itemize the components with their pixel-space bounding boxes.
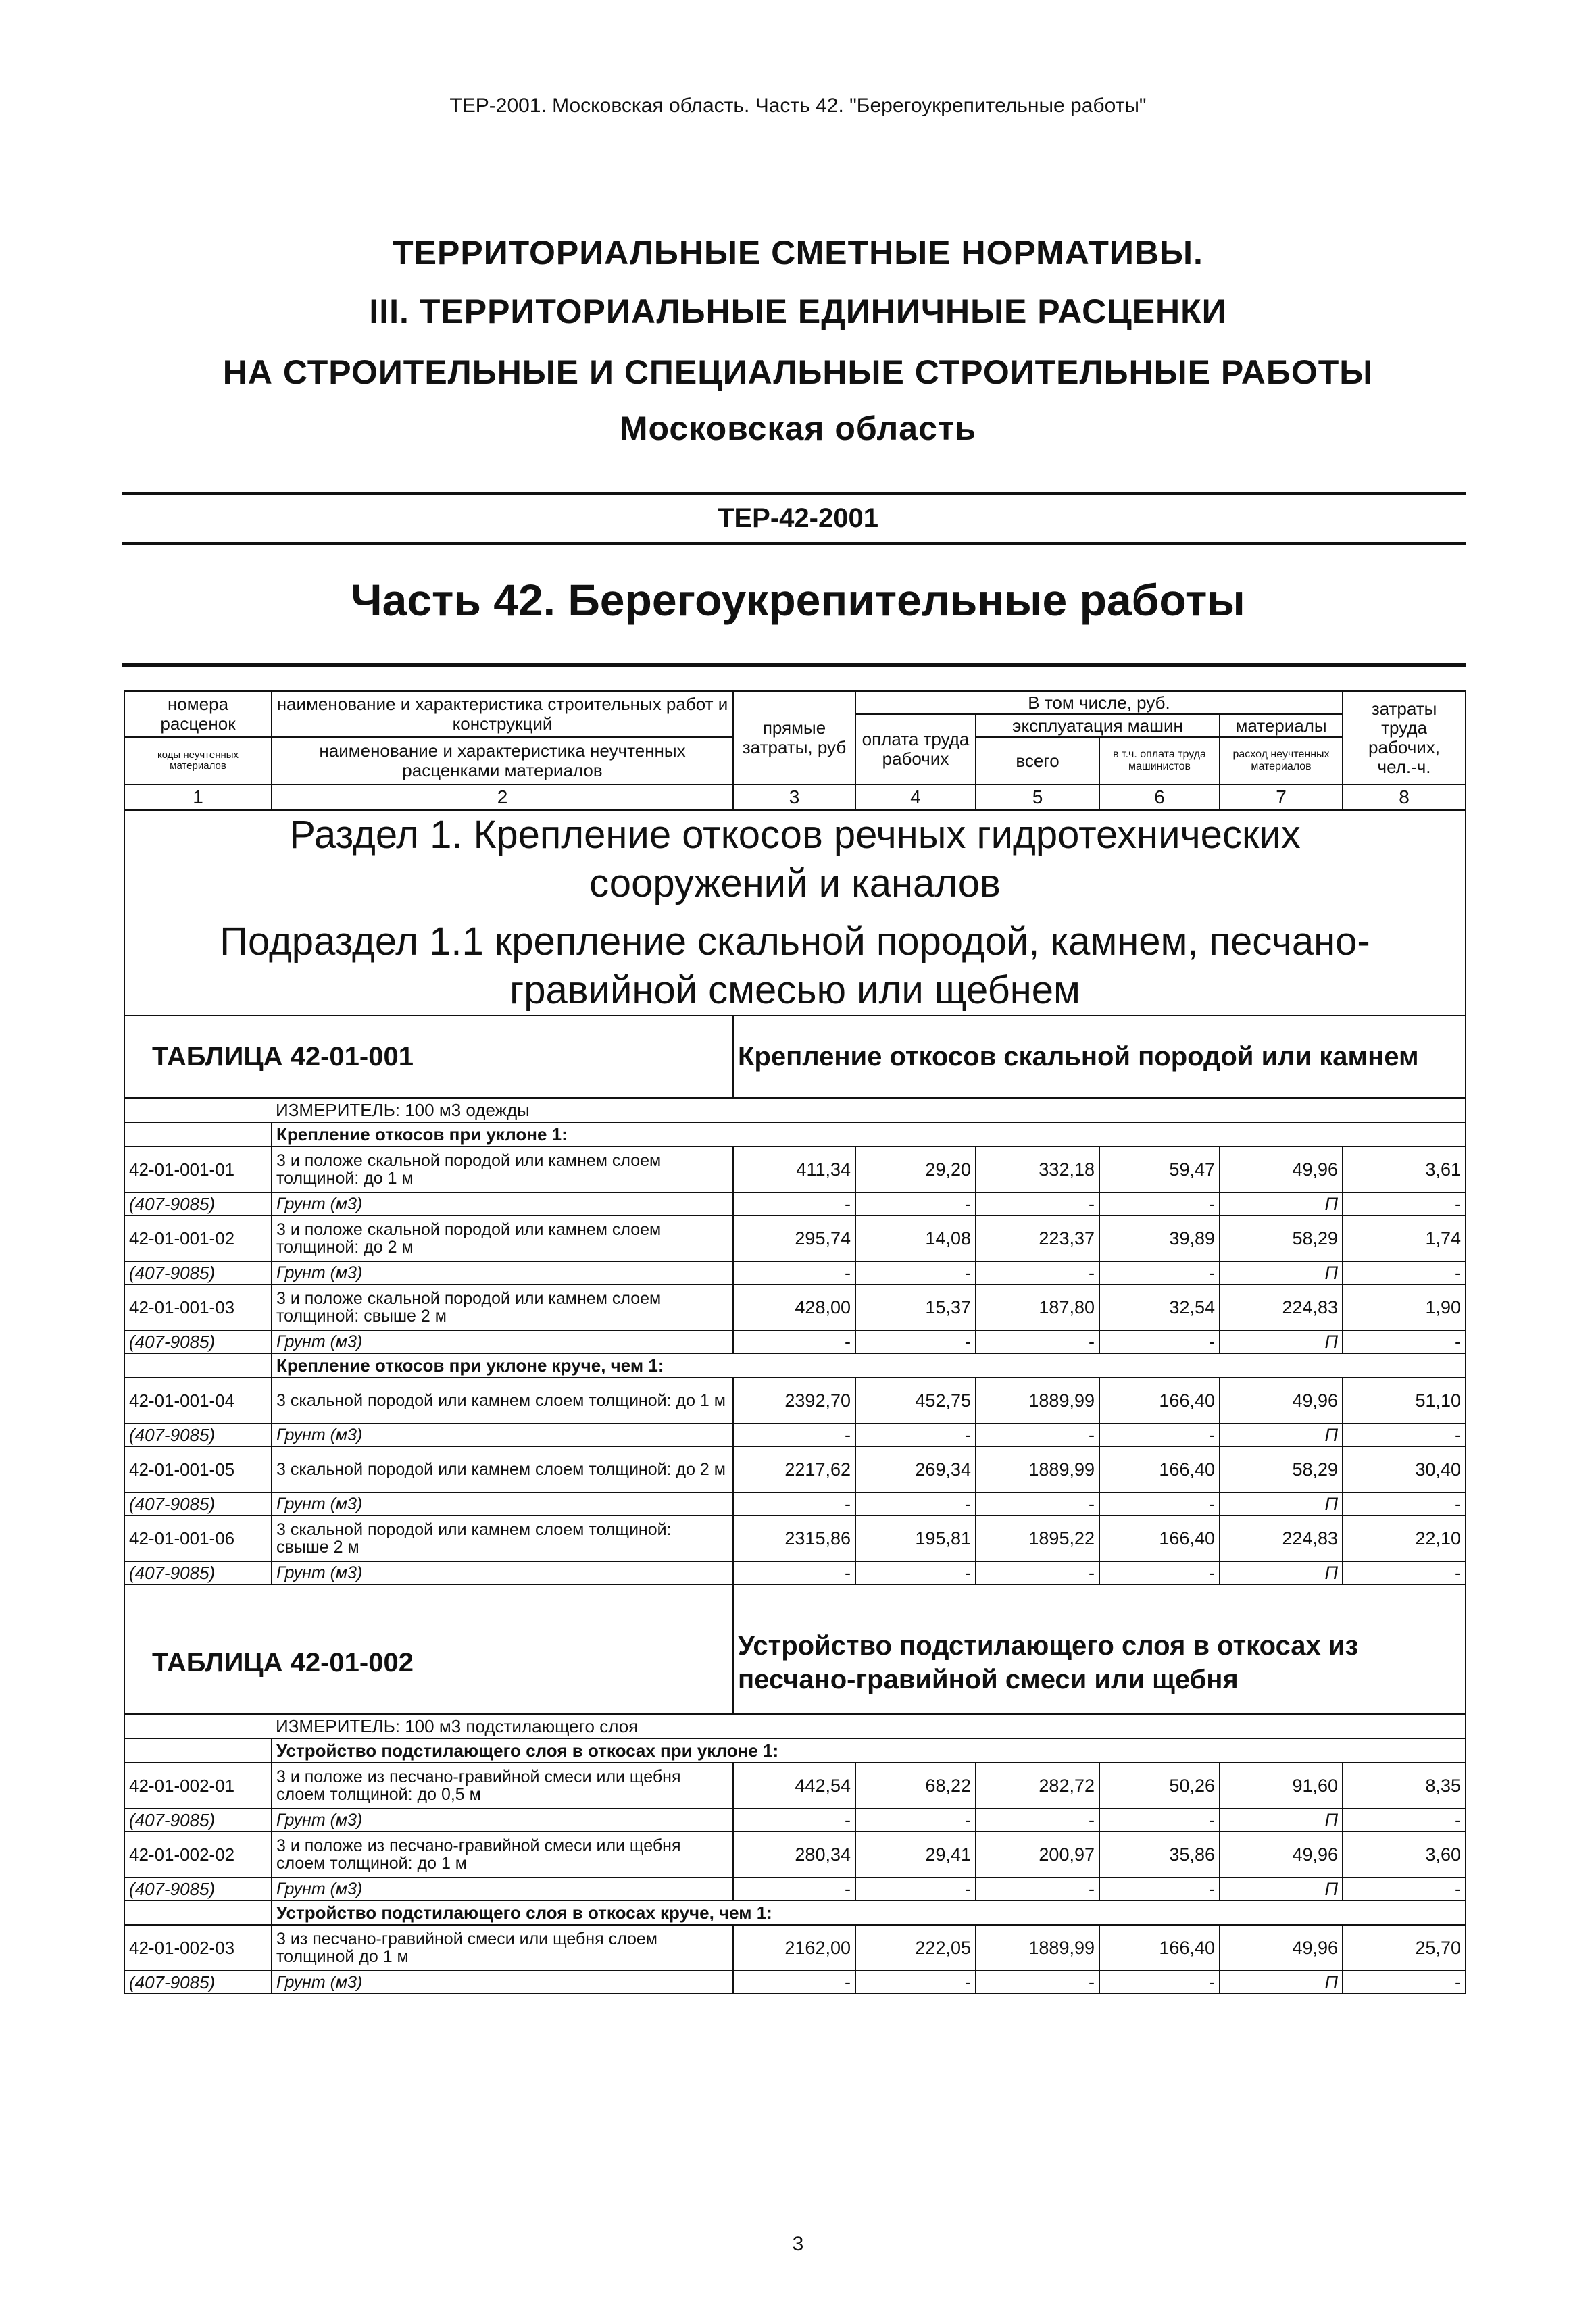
table-row [124, 1515, 1466, 1561]
value-col-8: 22,10 [1343, 1515, 1466, 1561]
material-value-col-8: - [1343, 1809, 1466, 1832]
material-value-col-8: - [1343, 1878, 1466, 1901]
table-row [124, 1284, 1466, 1330]
material-value-col-8: - [1343, 1971, 1466, 1994]
material-description: Грунт (м3) [272, 1424, 733, 1447]
value-col-5: 1889,99 [976, 1447, 1099, 1492]
material-value-col-8: - [1343, 1261, 1466, 1284]
material-value-col-5: - [976, 1878, 1099, 1901]
subsection-title-line-2: гравийной смесью или щебнем [124, 966, 1466, 1015]
value-col-7: 224,83 [1220, 1284, 1343, 1330]
value-col-4: 269,34 [855, 1447, 976, 1492]
rate-code: 42-01-001-05 [124, 1447, 272, 1492]
table-label: ТАБЛИЦА 42-01-002 [124, 1584, 733, 1714]
document-title-line-1: ТЕРРИТОРИАЛЬНЫЕ СМЕТНЫЕ НОРМАТИВЫ. [393, 234, 1203, 272]
material-value-col-3: - [733, 1192, 855, 1215]
measure-spacer [124, 1098, 272, 1122]
rule-bottom [122, 663, 1466, 667]
material-value-col-6: - [1099, 1878, 1220, 1901]
rule-top [122, 492, 1466, 495]
value-col-7: 58,29 [1220, 1215, 1343, 1261]
material-value-col-4: - [855, 1971, 976, 1994]
group-row [124, 1738, 1466, 1763]
material-value-col-3: - [733, 1492, 855, 1515]
value-col-7: 224,83 [1220, 1515, 1343, 1561]
material-value-col-3: - [733, 1261, 855, 1284]
header-machines: эксплуатация машин [976, 714, 1220, 737]
value-col-5: 200,97 [976, 1832, 1099, 1878]
material-code: (407-9085) [124, 1424, 272, 1447]
value-col-6: 166,40 [1099, 1925, 1220, 1971]
rate-code: 42-01-001-06 [124, 1515, 272, 1561]
group-spacer [124, 1353, 272, 1378]
group-row [124, 1901, 1466, 1925]
header-wages: оплата труда рабочих [855, 714, 976, 784]
material-code: (407-9085) [124, 1492, 272, 1515]
material-value-col-6: - [1099, 1424, 1220, 1447]
measure-row [124, 1714, 1466, 1738]
group-title: Крепление откосов при уклоне 1: [272, 1122, 1466, 1147]
value-col-7: 49,96 [1220, 1147, 1343, 1192]
header-material-names: наименование и характеристика неучтенных расценками материалов [272, 737, 733, 784]
value-col-6: 35,86 [1099, 1832, 1220, 1878]
material-value-col-7: П [1220, 1878, 1343, 1901]
value-col-4: 29,41 [855, 1832, 976, 1878]
table-heading-row [124, 1015, 1466, 1098]
value-col-5: 187,80 [976, 1284, 1099, 1330]
value-col-3: 428,00 [733, 1284, 855, 1330]
value-col-7: 49,96 [1220, 1378, 1343, 1424]
value-col-7: 49,96 [1220, 1925, 1343, 1971]
value-col-5: 282,72 [976, 1763, 1099, 1809]
group-title: Устройство подстилающего слоя в откосах круче, чем 1: [272, 1901, 1466, 1925]
material-value-col-3: - [733, 1330, 855, 1353]
work-description: 3 и положе скальной породой или камнем слоем толщиной: до 1 м [272, 1147, 733, 1192]
measure-spacer [124, 1714, 272, 1738]
value-col-5: 1889,99 [976, 1378, 1099, 1424]
value-col-6: 166,40 [1099, 1515, 1220, 1561]
material-value-col-4: - [855, 1809, 976, 1832]
value-col-4: 14,08 [855, 1215, 976, 1261]
header-names: наименование и характеристика строительных работ и конструкций [272, 691, 733, 737]
material-value-col-7: П [1220, 1971, 1343, 1994]
material-value-col-5: - [976, 1809, 1099, 1832]
value-col-3: 2392,70 [733, 1378, 855, 1424]
page-number: 3 [792, 2233, 804, 2255]
material-description: Грунт (м3) [272, 1809, 733, 1832]
material-value-col-5: - [976, 1971, 1099, 1994]
value-col-3: 411,34 [733, 1147, 855, 1192]
material-value-col-5: - [976, 1261, 1099, 1284]
material-value-col-8: - [1343, 1192, 1466, 1215]
table-row [124, 1147, 1466, 1192]
material-value-col-7: П [1220, 1561, 1343, 1584]
running-header: ТЕР-2001. Московская область. Часть 42. "Берегоукрепительные работы" [449, 95, 1147, 117]
work-description: 3 скальной породой или камнем слоем толщиной: до 2 м [272, 1447, 733, 1492]
material-value-col-3: - [733, 1878, 855, 1901]
value-col-6: 50,26 [1099, 1763, 1220, 1809]
material-row [124, 1330, 1466, 1353]
material-row [124, 1192, 1466, 1215]
value-col-7: 49,96 [1220, 1832, 1343, 1878]
material-code: (407-9085) [124, 1971, 272, 1994]
material-row [124, 1561, 1466, 1584]
table-label: ТАБЛИЦА 42-01-001 [124, 1015, 733, 1098]
value-col-4: 29,20 [855, 1147, 976, 1192]
table-row [124, 1215, 1466, 1261]
material-value-col-8: - [1343, 1424, 1466, 1447]
value-col-8: 1,90 [1343, 1284, 1466, 1330]
value-col-5: 332,18 [976, 1147, 1099, 1192]
material-code: (407-9085) [124, 1261, 272, 1284]
material-description: Грунт (м3) [272, 1330, 733, 1353]
document-title-line-2: III. ТЕРРИТОРИАЛЬНЫЕ ЕДИНИЧНЫЕ РАСЦЕНКИ [369, 293, 1227, 330]
value-col-8: 3,61 [1343, 1147, 1466, 1192]
rate-code: 42-01-001-02 [124, 1215, 272, 1261]
value-col-8: 25,70 [1343, 1925, 1466, 1971]
material-value-col-6: - [1099, 1330, 1220, 1353]
value-col-4: 195,81 [855, 1515, 976, 1561]
table-row [124, 1763, 1466, 1809]
table-row [124, 1447, 1466, 1492]
group-title: Устройство подстилающего слоя в откосах при уклоне 1: [272, 1738, 1466, 1763]
header-labor-hours: затраты труда рабочих, чел.-ч. [1343, 691, 1466, 784]
value-col-6: 166,40 [1099, 1378, 1220, 1424]
material-value-col-4: - [855, 1561, 976, 1584]
material-value-col-8: - [1343, 1492, 1466, 1515]
group-row [124, 1353, 1466, 1378]
rule-middle [122, 542, 1466, 545]
material-value-col-4: - [855, 1192, 976, 1215]
group-row [124, 1122, 1466, 1147]
material-value-col-5: - [976, 1561, 1099, 1584]
material-value-col-3: - [733, 1424, 855, 1447]
material-value-col-7: П [1220, 1492, 1343, 1515]
material-row [124, 1971, 1466, 1994]
value-col-6: 166,40 [1099, 1447, 1220, 1492]
column-numbers-row: 1 2 3 4 5 6 7 8 [124, 784, 1466, 810]
value-col-6: 32,54 [1099, 1284, 1220, 1330]
rate-code: 42-01-001-01 [124, 1147, 272, 1192]
material-row [124, 1424, 1466, 1447]
material-value-col-6: - [1099, 1192, 1220, 1215]
document-title-line-3: НА СТРОИТЕЛЬНЫЕ И СПЕЦИАЛЬНЫЕ СТРОИТЕЛЬНЫЕ РАБОТЫ [222, 353, 1374, 391]
value-col-8: 3,60 [1343, 1832, 1466, 1878]
value-col-3: 280,34 [733, 1832, 855, 1878]
value-col-4: 452,75 [855, 1378, 976, 1424]
value-col-8: 51,10 [1343, 1378, 1466, 1424]
material-value-col-7: П [1220, 1330, 1343, 1353]
material-code: (407-9085) [124, 1192, 272, 1215]
material-value-col-6: - [1099, 1261, 1220, 1284]
table-heading-row [124, 1584, 1466, 1714]
subsection-title-line-1: Подраздел 1.1 крепление скальной породой, камнем, песчано- [124, 908, 1466, 966]
value-col-5: 223,37 [976, 1215, 1099, 1261]
value-col-8: 30,40 [1343, 1447, 1466, 1492]
material-value-col-5: - [976, 1192, 1099, 1215]
material-description: Грунт (м3) [272, 1878, 733, 1901]
work-description: 3 из песчано-гравийной смеси или щебня слоем толщиной до 1 м [272, 1925, 733, 1971]
value-col-4: 15,37 [855, 1284, 976, 1330]
header-operator-wages: в т.ч. оплата труда машинистов [1099, 737, 1220, 784]
value-col-3: 442,54 [733, 1763, 855, 1809]
material-value-col-5: - [976, 1424, 1099, 1447]
rates-table [124, 690, 1466, 1994]
value-col-8: 1,74 [1343, 1215, 1466, 1261]
table-row [124, 1832, 1466, 1878]
work-description: 3 и положе скальной породой или камнем слоем толщиной: свыше 2 м [272, 1284, 733, 1330]
material-value-col-4: - [855, 1330, 976, 1353]
header-codes: номера расценок [124, 691, 272, 737]
work-description: 3 скальной породой или камнем слоем толщиной: до 1 м [272, 1378, 733, 1424]
measure-label: ИЗМЕРИТЕЛЬ: 100 м3 одежды [272, 1098, 1466, 1122]
material-code: (407-9085) [124, 1809, 272, 1832]
table-description: Крепление откосов скальной породой или камнем [733, 1015, 1466, 1098]
rate-code: 42-01-002-03 [124, 1925, 272, 1971]
value-col-3: 295,74 [733, 1215, 855, 1261]
document-title-line-4: Московская область [619, 409, 977, 447]
material-code: (407-9085) [124, 1878, 272, 1901]
value-col-4: 68,22 [855, 1763, 976, 1809]
work-description: 3 скальной породой или камнем слоем толщиной: свыше 2 м [272, 1515, 733, 1561]
value-col-3: 2162,00 [733, 1925, 855, 1971]
value-col-7: 58,29 [1220, 1447, 1343, 1492]
table-description: Устройство подстилающего слоя в откосах из песчано-гравийной смеси или щебня [733, 1584, 1466, 1714]
material-value-col-8: - [1343, 1330, 1466, 1353]
material-value-col-6: - [1099, 1809, 1220, 1832]
part-title: Часть 42. Берегоукрепительные работы [351, 575, 1245, 625]
material-value-col-7: П [1220, 1424, 1343, 1447]
group-title: Крепление откосов при уклоне круче, чем 1: [272, 1353, 1466, 1378]
material-value-col-4: - [855, 1261, 976, 1284]
material-description: Грунт (м3) [272, 1261, 733, 1284]
work-description: 3 и положе скальной породой или камнем слоем толщиной: до 2 м [272, 1215, 733, 1261]
rate-code: 42-01-001-03 [124, 1284, 272, 1330]
work-description: 3 и положе из песчано-гравийной смеси или щебня слоем толщиной: до 1 м [272, 1832, 733, 1878]
material-value-col-6: - [1099, 1492, 1220, 1515]
material-value-col-6: - [1099, 1971, 1220, 1994]
group-spacer [124, 1901, 272, 1925]
table-row [124, 1925, 1466, 1971]
material-value-col-3: - [733, 1971, 855, 1994]
header-machines-total: всего [976, 737, 1099, 784]
value-col-6: 39,89 [1099, 1215, 1220, 1261]
material-value-col-4: - [855, 1424, 976, 1447]
material-description: Грунт (м3) [272, 1971, 733, 1994]
material-code: (407-9085) [124, 1561, 272, 1584]
material-value-col-4: - [855, 1878, 976, 1901]
material-description: Грунт (м3) [272, 1192, 733, 1215]
header-material-codes: коды неучтенных материалов [124, 737, 272, 784]
section-title-line-1: Раздел 1. Крепление откосов речных гидротехнических [124, 810, 1466, 859]
measure-label: ИЗМЕРИТЕЛЬ: 100 м3 подстилающего слоя [272, 1714, 1466, 1738]
table-row [124, 1378, 1466, 1424]
value-col-5: 1895,22 [976, 1515, 1099, 1561]
value-col-3: 2315,86 [733, 1515, 855, 1561]
rate-code: 42-01-002-01 [124, 1763, 272, 1809]
material-row [124, 1809, 1466, 1832]
rate-code: 42-01-001-04 [124, 1378, 272, 1424]
header-including: В том числе, руб. [855, 691, 1343, 714]
material-value-col-7: П [1220, 1809, 1343, 1832]
material-value-col-7: П [1220, 1261, 1343, 1284]
material-value-col-3: - [733, 1561, 855, 1584]
standard-code: ТЕР-42-2001 [718, 503, 878, 533]
material-value-col-5: - [976, 1492, 1099, 1515]
material-row [124, 1261, 1466, 1284]
value-col-5: 1889,99 [976, 1925, 1099, 1971]
material-value-col-5: - [976, 1330, 1099, 1353]
value-col-8: 8,35 [1343, 1763, 1466, 1809]
group-spacer [124, 1122, 272, 1147]
value-col-6: 59,47 [1099, 1147, 1220, 1192]
value-col-3: 2217,62 [733, 1447, 855, 1492]
value-col-7: 91,60 [1220, 1763, 1343, 1809]
material-code: (407-9085) [124, 1330, 272, 1353]
material-description: Грунт (м3) [272, 1561, 733, 1584]
value-col-4: 222,05 [855, 1925, 976, 1971]
header-material-consumption: расход неучтенных материалов [1220, 737, 1343, 784]
measure-row [124, 1098, 1466, 1122]
material-value-col-4: - [855, 1492, 976, 1515]
material-value-col-3: - [733, 1809, 855, 1832]
material-value-col-7: П [1220, 1192, 1343, 1215]
material-row [124, 1492, 1466, 1515]
header-direct-costs: прямые затраты, руб [733, 691, 855, 784]
material-description: Грунт (м3) [272, 1492, 733, 1515]
header-materials: материалы [1220, 714, 1343, 737]
work-description: 3 и положе из песчано-гравийной смеси или щебня слоем толщиной: до 0,5 м [272, 1763, 733, 1809]
rate-code: 42-01-002-02 [124, 1832, 272, 1878]
material-value-col-8: - [1343, 1561, 1466, 1584]
material-value-col-6: - [1099, 1561, 1220, 1584]
group-spacer [124, 1738, 272, 1763]
section-title-line-2: сооружений и каналов [124, 859, 1466, 908]
material-row [124, 1878, 1466, 1901]
